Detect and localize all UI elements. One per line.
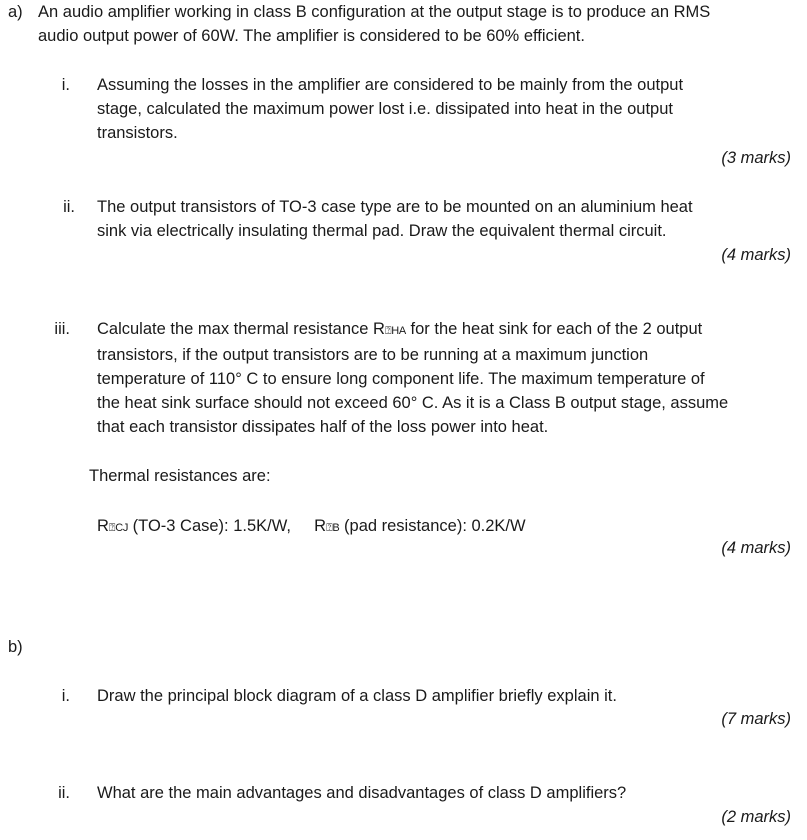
part-a-intro xyxy=(38,0,710,48)
question-a-iii-number: iii. xyxy=(54,320,70,338)
rb-value: (pad resistance): 0.2K/W xyxy=(339,517,526,535)
question-a-i-line-3: transistors. xyxy=(97,124,178,142)
rcj-subscript: ⍰CJ xyxy=(108,522,129,534)
question-a-iii-line-5: that each transistor dissipates half of the loss power into heat. xyxy=(97,418,549,436)
rb-subscript: ⍰B xyxy=(326,522,340,534)
question-a-i-marks: (3 marks) xyxy=(721,149,791,167)
question-b-ii-number: ii. xyxy=(58,784,70,802)
question-a-iii-line-4: the heat sink surface should not exceed 60° C. As it is a Class B output stage, assume xyxy=(97,394,729,412)
question-a-ii-line-1: The output transistors of TO-3 case type are to be mounted on an aluminium heat xyxy=(97,198,693,216)
thermal-resistances-heading: Thermal resistances are: xyxy=(89,467,271,485)
question-a-iii-line-3: temperature of 110° C to ensure long component life. The maximum temperature of xyxy=(97,370,705,388)
part-b-label: b) xyxy=(8,638,23,656)
question-a-i-number: i. xyxy=(61,76,70,94)
rha-symbol-r: Calculate the max thermal resistance R xyxy=(97,320,385,338)
intro-line-1: An audio amplifier working in class B configuration at the output stage is to produce an RMS xyxy=(38,3,711,21)
question-a-ii-line-2: sink via electrically insulating thermal pad. Draw the equivalent thermal circuit. xyxy=(97,222,667,240)
question-b-i-marks: (7 marks) xyxy=(721,710,791,728)
question-a-iii-marks: (4 marks) xyxy=(721,539,791,557)
question-a-i-line-1: Assuming the losses in the amplifier are considered to be mainly from the output xyxy=(97,76,684,94)
thermal-resistance-values xyxy=(97,514,526,540)
question-a-ii-number: ii. xyxy=(63,198,75,216)
part-a-label: a) xyxy=(8,3,23,21)
question-b-ii-text: What are the main advantages and disadvantages of class D amplifiers? xyxy=(97,784,627,802)
question-a-iii-line-1 xyxy=(97,317,728,343)
question-b-i-text: Draw the principal block diagram of a class D amplifier briefly explain it. xyxy=(97,687,617,705)
rcj-value: (TO-3 Case): 1.5K/W, xyxy=(128,517,291,535)
question-a-i-line-2: stage, calculated the maximum power lost i.e. dissipated into heat in the output xyxy=(97,100,673,118)
rcj-symbol-r: R xyxy=(97,517,109,535)
question-a-ii-marks: (4 marks) xyxy=(721,246,791,264)
question-a-iii-line-2: transistors, if the output transistors are to be running at a maximum junction xyxy=(97,346,649,364)
intro-line-2: audio output power of 60W. The amplifier is considered to be 60% efficient. xyxy=(38,27,585,45)
question-a-iii-text xyxy=(97,317,728,439)
rha-subscript: ⍰HA xyxy=(384,325,406,337)
question-b-i-number: i. xyxy=(61,687,70,705)
question-b-ii-marks: (2 marks) xyxy=(721,808,791,826)
question-a-ii-text xyxy=(97,195,693,243)
rb-symbol-r: R xyxy=(314,517,327,535)
question-a-iii-line-1-rest: for the heat sink for each of the 2 output xyxy=(405,320,703,338)
question-a-i-text xyxy=(97,73,683,145)
